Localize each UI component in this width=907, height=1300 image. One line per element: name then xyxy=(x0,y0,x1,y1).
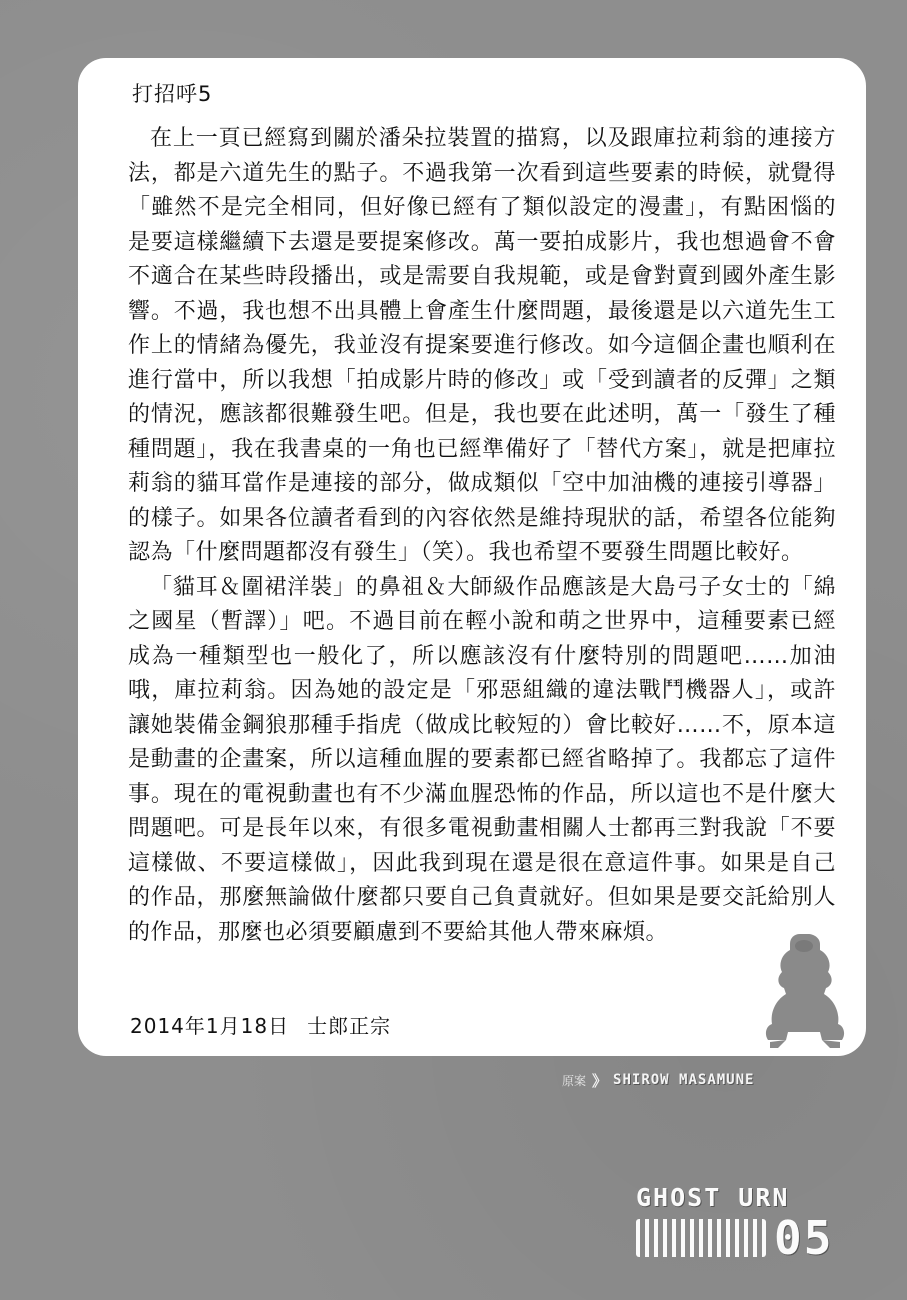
note-signature xyxy=(130,1010,409,1039)
logo-title: GHOST URN xyxy=(636,1183,790,1212)
robot-silhouette-icon xyxy=(756,928,852,1052)
logo-barcode-stripes xyxy=(636,1219,766,1257)
note-heading: 打招呼5 xyxy=(132,82,213,106)
credit-arrows: 》 xyxy=(592,1071,608,1090)
note-paragraph-2: 「貓耳＆圍裙洋裝」的鼻祖＆大師級作品應該是大島弓子女士的「綿之國星（暫譯）」吧。不過目前在輕小說和萌之世界中，這種要素已經成為一種類型也一般化了，所以應該沒有什麼特別的問題吧……加油哦，庫拉莉翁。因為她的設定是「邪惡組織的違法戰鬥機器人」，或許讓她裝備金鋼狼那種手指虎（做成比較短的）會比較好……不，原本這是動畫的企畫案，所以這種血腥的要素都已經省略掉了。我都忘了這件事。現在的電視動畫也有不少滿血腥恐怖的作品，所以這也不是什麼大問題吧。可是長年以來，有很多電視動畫相關人士都再三對我說「不要這樣做、不要這樣做」，因此我到現在還是很在意這件事。如果是自己的作品，那麼無論做什麼都只要自己負責就好。但如果是要交託給別人的作品，那麼也必須要顧慮到不要給其他人帶來麻煩。 xyxy=(128,574,836,945)
note-paragraph-1: 在上一頁已經寫到關於潘朵拉裝置的描寫，以及跟庫拉莉翁的連接方法，都是六道先生的點子。不過我第一次看到這些要素的時候，就覺得「雖然不是完全相同，但好像已經有了類似設定的漫畫」，有點困惱的是要這樣繼續下去還是要提案修改。萬一要拍成影片，我也想過會不會不適合在某些時段播出，或是需要自我規範，或是會對賣到國外產生影響。不過，我也想不出具體上會產生什麼問題，最後還是以六道先生工作上的情緒為優先，我並沒有提案要進行修改。如今這個企畫也順利在進行當中，所以我想「拍成影片時的修改」或「受到讀者的反彈」之類的情況，應該都很難發生吧。但是，我也要在此述明，萬一「發生了種種問題」，我在我書桌的一角也已經準備好了「替代方案」，就是把庫拉莉翁的貓耳當作是連接的部分，做成類似「空中加油機的連接引導器」的樣子。如果各位讀者看到的內容依然是維持現狀的話，希望各位能夠認為「什麼問題都沒有發生」（笑）。我也希望不要發生問題比較好。 xyxy=(128,126,836,565)
note-date: 2014年1月18日 xyxy=(130,1014,290,1038)
logo-volume-number: 05 xyxy=(774,1211,834,1265)
original-creator-credit xyxy=(562,1068,754,1092)
credit-label: 原案 xyxy=(562,1073,587,1088)
series-logo xyxy=(636,1183,856,1265)
credit-name: SHIROW MASAMUNE xyxy=(613,1072,755,1088)
note-author: 士郎正宗 xyxy=(307,1014,392,1038)
note-body xyxy=(128,122,836,950)
